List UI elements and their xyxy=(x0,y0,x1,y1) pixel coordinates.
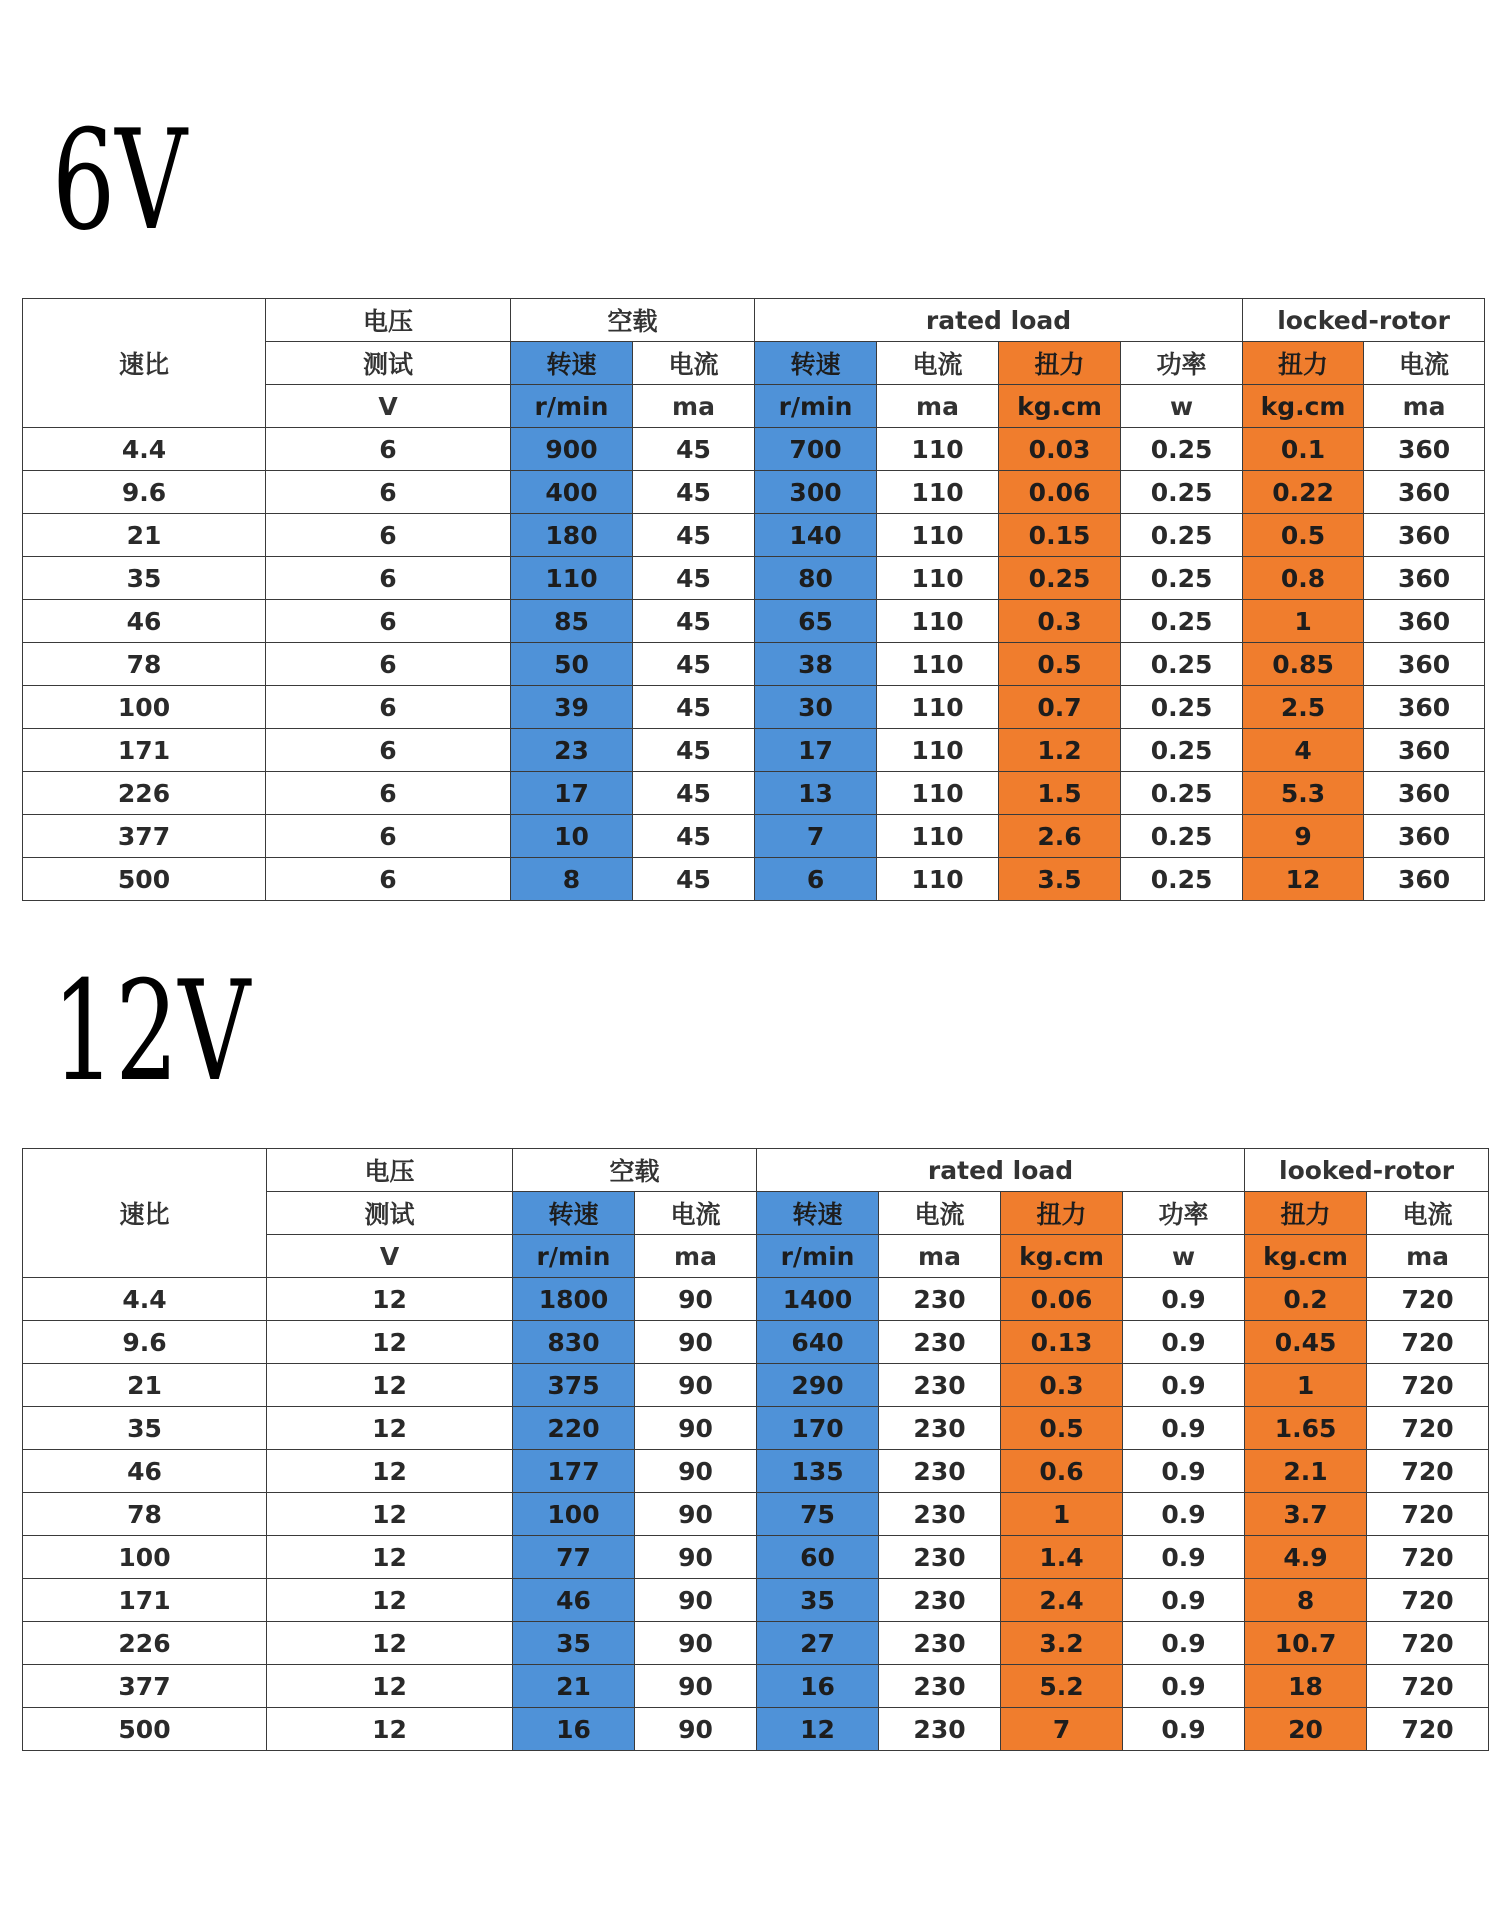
cell-rated-current: 230 xyxy=(879,1278,1001,1321)
cell-test-voltage: 12 xyxy=(267,1579,513,1622)
cell-locked-torque: 0.2 xyxy=(1245,1278,1367,1321)
cell-locked-torque: 18 xyxy=(1245,1665,1367,1708)
cell-no-load-current: 45 xyxy=(633,729,755,772)
cell-ratio: 78 xyxy=(23,643,266,686)
cell-rated-power: 0.25 xyxy=(1121,643,1243,686)
cell-rated-power: 0.9 xyxy=(1123,1321,1245,1364)
table-row xyxy=(23,600,1485,643)
cell-rated-torque: 0.03 xyxy=(999,428,1121,471)
cell-locked-current: 720 xyxy=(1367,1450,1489,1493)
cell-no-load-speed: 177 xyxy=(513,1450,635,1493)
cell-no-load-current: 90 xyxy=(635,1407,757,1450)
cell-rated-speed: 35 xyxy=(757,1579,879,1622)
cell-rated-current: 230 xyxy=(879,1665,1001,1708)
header-rated-load: rated load xyxy=(755,299,1243,342)
unit-locked-torque: kg.cm xyxy=(1245,1235,1367,1278)
cell-test-voltage: 12 xyxy=(267,1278,513,1321)
table-row xyxy=(23,1407,1489,1450)
cell-no-load-current: 90 xyxy=(635,1622,757,1665)
cell-ratio: 100 xyxy=(23,1536,267,1579)
cell-rated-current: 230 xyxy=(879,1493,1001,1536)
cell-locked-torque: 0.85 xyxy=(1243,643,1364,686)
header-no-load-current: 电流 xyxy=(635,1192,757,1235)
cell-rated-power: 0.9 xyxy=(1123,1278,1245,1321)
unit-v: V xyxy=(267,1235,513,1278)
cell-rated-power: 0.9 xyxy=(1123,1450,1245,1493)
cell-no-load-current: 45 xyxy=(633,471,755,514)
header-locked-current: 电流 xyxy=(1367,1192,1489,1235)
cell-locked-current: 720 xyxy=(1367,1708,1489,1751)
table-row xyxy=(23,471,1485,514)
cell-rated-speed: 12 xyxy=(757,1708,879,1751)
table-body xyxy=(23,428,1485,901)
cell-rated-power: 0.9 xyxy=(1123,1708,1245,1751)
table-row xyxy=(23,1579,1489,1622)
cell-no-load-speed: 16 xyxy=(513,1708,635,1751)
cell-no-load-speed: 35 xyxy=(513,1622,635,1665)
cell-locked-current: 360 xyxy=(1364,600,1485,643)
cell-rated-speed: 135 xyxy=(757,1450,879,1493)
cell-rated-torque: 0.25 xyxy=(999,557,1121,600)
header-locked-current: 电流 xyxy=(1364,342,1485,385)
header-no-load: 空载 xyxy=(513,1149,757,1192)
cell-ratio: 21 xyxy=(23,514,266,557)
cell-rated-torque: 2.6 xyxy=(999,815,1121,858)
cell-locked-current: 720 xyxy=(1367,1622,1489,1665)
cell-rated-current: 230 xyxy=(879,1579,1001,1622)
cell-locked-torque: 5.3 xyxy=(1243,772,1364,815)
cell-no-load-speed: 46 xyxy=(513,1579,635,1622)
header-rated-current: 电流 xyxy=(877,342,999,385)
cell-rated-speed: 1400 xyxy=(757,1278,879,1321)
section-title-6v: 6V xyxy=(52,100,187,261)
cell-ratio: 46 xyxy=(23,600,266,643)
cell-locked-torque: 2.5 xyxy=(1243,686,1364,729)
cell-test-voltage: 6 xyxy=(266,686,511,729)
table-row xyxy=(23,1622,1489,1665)
cell-rated-current: 110 xyxy=(877,600,999,643)
cell-rated-torque: 1.5 xyxy=(999,772,1121,815)
cell-locked-current: 720 xyxy=(1367,1536,1489,1579)
header-test: 测试 xyxy=(267,1192,513,1235)
cell-no-load-speed: 10 xyxy=(511,815,633,858)
header-rated-speed: 转速 xyxy=(757,1192,879,1235)
cell-ratio: 4.4 xyxy=(23,428,266,471)
cell-locked-current: 360 xyxy=(1364,858,1485,901)
cell-locked-torque: 0.5 xyxy=(1243,514,1364,557)
cell-no-load-speed: 39 xyxy=(511,686,633,729)
cell-test-voltage: 6 xyxy=(266,772,511,815)
unit-rated-current: ma xyxy=(877,385,999,428)
cell-rated-current: 230 xyxy=(879,1364,1001,1407)
cell-ratio: 9.6 xyxy=(23,471,266,514)
cell-rated-speed: 30 xyxy=(755,686,877,729)
table-row xyxy=(23,686,1485,729)
header-locked-rotor: locked-rotor xyxy=(1243,299,1485,342)
cell-rated-speed: 17 xyxy=(755,729,877,772)
cell-no-load-speed: 400 xyxy=(511,471,633,514)
table-body xyxy=(23,1278,1489,1751)
table-row xyxy=(23,1493,1489,1536)
cell-locked-torque: 12 xyxy=(1243,858,1364,901)
cell-rated-torque: 1.2 xyxy=(999,729,1121,772)
cell-rated-speed: 140 xyxy=(755,514,877,557)
table-row xyxy=(23,514,1485,557)
cell-no-load-current: 90 xyxy=(635,1579,757,1622)
cell-ratio: 35 xyxy=(23,557,266,600)
unit-no-load-current: ma xyxy=(635,1235,757,1278)
cell-rated-speed: 13 xyxy=(755,772,877,815)
cell-locked-current: 720 xyxy=(1367,1579,1489,1622)
cell-locked-torque: 1.65 xyxy=(1245,1407,1367,1450)
unit-no-load-speed: r/min xyxy=(511,385,633,428)
cell-no-load-current: 45 xyxy=(633,514,755,557)
cell-test-voltage: 6 xyxy=(266,729,511,772)
header-no-load-speed: 转速 xyxy=(513,1192,635,1235)
cell-test-voltage: 12 xyxy=(267,1665,513,1708)
table-row xyxy=(23,1278,1489,1321)
cell-rated-current: 110 xyxy=(877,514,999,557)
cell-locked-torque: 0.22 xyxy=(1243,471,1364,514)
cell-rated-torque: 2.4 xyxy=(1001,1579,1123,1622)
table-row xyxy=(23,815,1485,858)
cell-ratio: 4.4 xyxy=(23,1278,267,1321)
cell-rated-speed: 16 xyxy=(757,1665,879,1708)
cell-locked-current: 360 xyxy=(1364,815,1485,858)
cell-rated-torque: 0.13 xyxy=(1001,1321,1123,1364)
cell-rated-current: 110 xyxy=(877,686,999,729)
unit-v: V xyxy=(266,385,511,428)
unit-rated-speed: r/min xyxy=(755,385,877,428)
cell-no-load-current: 90 xyxy=(635,1450,757,1493)
cell-ratio: 171 xyxy=(23,729,266,772)
header-rated-power: 功率 xyxy=(1121,342,1243,385)
cell-no-load-speed: 900 xyxy=(511,428,633,471)
cell-ratio: 377 xyxy=(23,815,266,858)
cell-no-load-speed: 50 xyxy=(511,643,633,686)
cell-no-load-current: 45 xyxy=(633,557,755,600)
cell-locked-torque: 0.8 xyxy=(1243,557,1364,600)
cell-no-load-speed: 180 xyxy=(511,514,633,557)
cell-rated-current: 110 xyxy=(877,815,999,858)
cell-locked-current: 360 xyxy=(1364,686,1485,729)
cell-rated-torque: 0.3 xyxy=(999,600,1121,643)
cell-locked-current: 360 xyxy=(1364,514,1485,557)
cell-locked-torque: 20 xyxy=(1245,1708,1367,1751)
cell-ratio: 100 xyxy=(23,686,266,729)
cell-no-load-current: 90 xyxy=(635,1278,757,1321)
cell-no-load-current: 45 xyxy=(633,858,755,901)
cell-rated-speed: 60 xyxy=(757,1536,879,1579)
cell-rated-current: 230 xyxy=(879,1622,1001,1665)
cell-rated-power: 0.9 xyxy=(1123,1665,1245,1708)
cell-rated-torque: 0.06 xyxy=(1001,1278,1123,1321)
cell-rated-speed: 6 xyxy=(755,858,877,901)
cell-rated-torque: 0.15 xyxy=(999,514,1121,557)
cell-rated-power: 0.25 xyxy=(1121,858,1243,901)
cell-no-load-current: 90 xyxy=(635,1364,757,1407)
cell-rated-speed: 640 xyxy=(757,1321,879,1364)
table-row xyxy=(23,557,1485,600)
cell-rated-power: 0.9 xyxy=(1123,1579,1245,1622)
cell-rated-power: 0.25 xyxy=(1121,471,1243,514)
cell-test-voltage: 12 xyxy=(267,1450,513,1493)
cell-rated-speed: 290 xyxy=(757,1364,879,1407)
cell-ratio: 226 xyxy=(23,772,266,815)
unit-rated-torque: kg.cm xyxy=(1001,1235,1123,1278)
cell-rated-torque: 0.6 xyxy=(1001,1450,1123,1493)
cell-no-load-current: 45 xyxy=(633,643,755,686)
header-rated-torque: 扭力 xyxy=(999,342,1121,385)
cell-rated-power: 0.9 xyxy=(1123,1493,1245,1536)
unit-locked-current: ma xyxy=(1367,1235,1489,1278)
cell-rated-current: 110 xyxy=(877,729,999,772)
header-locked-torque: 扭力 xyxy=(1245,1192,1367,1235)
cell-no-load-speed: 830 xyxy=(513,1321,635,1364)
section-title-12v: 12V xyxy=(52,951,251,1112)
cell-test-voltage: 12 xyxy=(267,1364,513,1407)
table-row xyxy=(23,729,1485,772)
cell-rated-current: 230 xyxy=(879,1407,1001,1450)
cell-test-voltage: 6 xyxy=(266,471,511,514)
cell-test-voltage: 6 xyxy=(266,514,511,557)
cell-no-load-current: 45 xyxy=(633,428,755,471)
cell-no-load-current: 90 xyxy=(635,1493,757,1536)
cell-ratio: 46 xyxy=(23,1450,267,1493)
cell-test-voltage: 6 xyxy=(266,815,511,858)
cell-locked-torque: 8 xyxy=(1245,1579,1367,1622)
table-row xyxy=(23,1364,1489,1407)
cell-rated-torque: 0.5 xyxy=(999,643,1121,686)
cell-no-load-speed: 17 xyxy=(511,772,633,815)
cell-rated-torque: 0.5 xyxy=(1001,1407,1123,1450)
cell-rated-speed: 75 xyxy=(757,1493,879,1536)
cell-locked-current: 360 xyxy=(1364,428,1485,471)
unit-locked-torque: kg.cm xyxy=(1243,385,1364,428)
cell-locked-torque: 3.7 xyxy=(1245,1493,1367,1536)
header-voltage: 电压 xyxy=(266,299,511,342)
cell-rated-torque: 0.7 xyxy=(999,686,1121,729)
cell-rated-power: 0.9 xyxy=(1123,1364,1245,1407)
cell-rated-power: 0.25 xyxy=(1121,428,1243,471)
unit-rated-current: ma xyxy=(879,1235,1001,1278)
cell-rated-current: 230 xyxy=(879,1321,1001,1364)
cell-locked-torque: 4 xyxy=(1243,729,1364,772)
cell-no-load-current: 90 xyxy=(635,1536,757,1579)
cell-test-voltage: 12 xyxy=(267,1708,513,1751)
unit-no-load-current: ma xyxy=(633,385,755,428)
cell-locked-current: 360 xyxy=(1364,643,1485,686)
cell-rated-power: 0.9 xyxy=(1123,1622,1245,1665)
cell-rated-power: 0.25 xyxy=(1121,815,1243,858)
cell-rated-current: 110 xyxy=(877,772,999,815)
cell-locked-current: 360 xyxy=(1364,557,1485,600)
unit-rated-torque: kg.cm xyxy=(999,385,1121,428)
cell-ratio: 226 xyxy=(23,1622,267,1665)
header-locked-torque: 扭力 xyxy=(1243,342,1364,385)
cell-rated-power: 0.25 xyxy=(1121,600,1243,643)
cell-ratio: 21 xyxy=(23,1364,267,1407)
cell-rated-power: 0.25 xyxy=(1121,686,1243,729)
cell-locked-torque: 1 xyxy=(1243,600,1364,643)
cell-test-voltage: 6 xyxy=(266,858,511,901)
cell-rated-torque: 5.2 xyxy=(1001,1665,1123,1708)
cell-rated-torque: 0.3 xyxy=(1001,1364,1123,1407)
cell-rated-torque: 1 xyxy=(1001,1493,1123,1536)
unit-rated-power: w xyxy=(1121,385,1243,428)
spec-table-6v xyxy=(22,298,1485,901)
cell-ratio: 500 xyxy=(23,1708,267,1751)
cell-locked-torque: 4.9 xyxy=(1245,1536,1367,1579)
table-row xyxy=(23,1665,1489,1708)
cell-locked-current: 360 xyxy=(1364,772,1485,815)
cell-locked-current: 720 xyxy=(1367,1321,1489,1364)
cell-rated-speed: 170 xyxy=(757,1407,879,1450)
cell-no-load-speed: 110 xyxy=(511,557,633,600)
cell-no-load-current: 90 xyxy=(635,1665,757,1708)
cell-ratio: 35 xyxy=(23,1407,267,1450)
cell-test-voltage: 6 xyxy=(266,600,511,643)
cell-locked-torque: 2.1 xyxy=(1245,1450,1367,1493)
header-rated-power: 功率 xyxy=(1123,1192,1245,1235)
cell-locked-current: 720 xyxy=(1367,1665,1489,1708)
table-row xyxy=(23,858,1485,901)
cell-rated-current: 230 xyxy=(879,1450,1001,1493)
cell-rated-current: 230 xyxy=(879,1536,1001,1579)
cell-rated-torque: 3.2 xyxy=(1001,1622,1123,1665)
cell-rated-current: 110 xyxy=(877,557,999,600)
cell-rated-torque: 7 xyxy=(1001,1708,1123,1751)
cell-rated-power: 0.25 xyxy=(1121,729,1243,772)
cell-no-load-speed: 23 xyxy=(511,729,633,772)
cell-no-load-speed: 8 xyxy=(511,858,633,901)
table-row xyxy=(23,1321,1489,1364)
cell-no-load-speed: 1800 xyxy=(513,1278,635,1321)
cell-test-voltage: 12 xyxy=(267,1536,513,1579)
cell-rated-speed: 7 xyxy=(755,815,877,858)
cell-locked-torque: 0.45 xyxy=(1245,1321,1367,1364)
cell-ratio: 377 xyxy=(23,1665,267,1708)
cell-ratio: 171 xyxy=(23,1579,267,1622)
cell-locked-current: 360 xyxy=(1364,471,1485,514)
table-header xyxy=(23,299,1485,428)
cell-no-load-current: 45 xyxy=(633,600,755,643)
cell-test-voltage: 12 xyxy=(267,1493,513,1536)
cell-rated-speed: 38 xyxy=(755,643,877,686)
table-row xyxy=(23,1708,1489,1751)
cell-no-load-speed: 85 xyxy=(511,600,633,643)
cell-rated-current: 110 xyxy=(877,643,999,686)
cell-test-voltage: 6 xyxy=(266,428,511,471)
cell-ratio: 78 xyxy=(23,1493,267,1536)
header-rated-current: 电流 xyxy=(879,1192,1001,1235)
cell-rated-power: 0.9 xyxy=(1123,1407,1245,1450)
cell-no-load-current: 45 xyxy=(633,772,755,815)
cell-no-load-current: 90 xyxy=(635,1321,757,1364)
cell-no-load-current: 45 xyxy=(633,686,755,729)
spec-table-12v xyxy=(22,1148,1489,1751)
cell-ratio: 9.6 xyxy=(23,1321,267,1364)
header-ratio: 速比 xyxy=(23,299,266,428)
table-row xyxy=(23,1450,1489,1493)
cell-no-load-current: 45 xyxy=(633,815,755,858)
cell-no-load-speed: 220 xyxy=(513,1407,635,1450)
cell-test-voltage: 12 xyxy=(267,1622,513,1665)
cell-no-load-speed: 100 xyxy=(513,1493,635,1536)
unit-rated-power: w xyxy=(1123,1235,1245,1278)
cell-no-load-current: 90 xyxy=(635,1708,757,1751)
cell-rated-power: 0.9 xyxy=(1123,1536,1245,1579)
cell-ratio: 500 xyxy=(23,858,266,901)
header-no-load-speed: 转速 xyxy=(511,342,633,385)
cell-rated-speed: 80 xyxy=(755,557,877,600)
cell-rated-speed: 27 xyxy=(757,1622,879,1665)
cell-locked-current: 720 xyxy=(1367,1364,1489,1407)
cell-test-voltage: 6 xyxy=(266,643,511,686)
cell-test-voltage: 12 xyxy=(267,1407,513,1450)
table-row xyxy=(23,772,1485,815)
header-locked-rotor: looked-rotor xyxy=(1245,1149,1489,1192)
header-no-load-current: 电流 xyxy=(633,342,755,385)
cell-rated-power: 0.25 xyxy=(1121,557,1243,600)
cell-locked-torque: 9 xyxy=(1243,815,1364,858)
table-header xyxy=(23,1149,1489,1278)
header-rated-torque: 扭力 xyxy=(1001,1192,1123,1235)
cell-rated-torque: 1.4 xyxy=(1001,1536,1123,1579)
table-row xyxy=(23,1536,1489,1579)
cell-no-load-speed: 375 xyxy=(513,1364,635,1407)
cell-locked-torque: 1 xyxy=(1245,1364,1367,1407)
unit-no-load-speed: r/min xyxy=(513,1235,635,1278)
header-no-load: 空载 xyxy=(511,299,755,342)
header-rated-speed: 转速 xyxy=(755,342,877,385)
unit-locked-current: ma xyxy=(1364,385,1485,428)
cell-rated-current: 110 xyxy=(877,428,999,471)
header-test: 测试 xyxy=(266,342,511,385)
cell-rated-speed: 300 xyxy=(755,471,877,514)
cell-rated-current: 110 xyxy=(877,471,999,514)
cell-rated-current: 110 xyxy=(877,858,999,901)
cell-locked-torque: 10.7 xyxy=(1245,1622,1367,1665)
unit-rated-speed: r/min xyxy=(757,1235,879,1278)
header-voltage: 电压 xyxy=(267,1149,513,1192)
cell-no-load-speed: 77 xyxy=(513,1536,635,1579)
cell-locked-current: 720 xyxy=(1367,1278,1489,1321)
cell-locked-current: 720 xyxy=(1367,1493,1489,1536)
cell-rated-power: 0.25 xyxy=(1121,514,1243,557)
table-row xyxy=(23,428,1485,471)
cell-rated-speed: 700 xyxy=(755,428,877,471)
cell-rated-torque: 3.5 xyxy=(999,858,1121,901)
header-ratio: 速比 xyxy=(23,1149,267,1278)
header-rated-load: rated load xyxy=(757,1149,1245,1192)
cell-no-load-speed: 21 xyxy=(513,1665,635,1708)
table-row xyxy=(23,643,1485,686)
cell-locked-current: 720 xyxy=(1367,1407,1489,1450)
cell-rated-current: 230 xyxy=(879,1708,1001,1751)
cell-rated-torque: 0.06 xyxy=(999,471,1121,514)
cell-test-voltage: 12 xyxy=(267,1321,513,1364)
cell-locked-current: 360 xyxy=(1364,729,1485,772)
cell-rated-power: 0.25 xyxy=(1121,772,1243,815)
cell-locked-torque: 0.1 xyxy=(1243,428,1364,471)
cell-test-voltage: 6 xyxy=(266,557,511,600)
cell-rated-speed: 65 xyxy=(755,600,877,643)
